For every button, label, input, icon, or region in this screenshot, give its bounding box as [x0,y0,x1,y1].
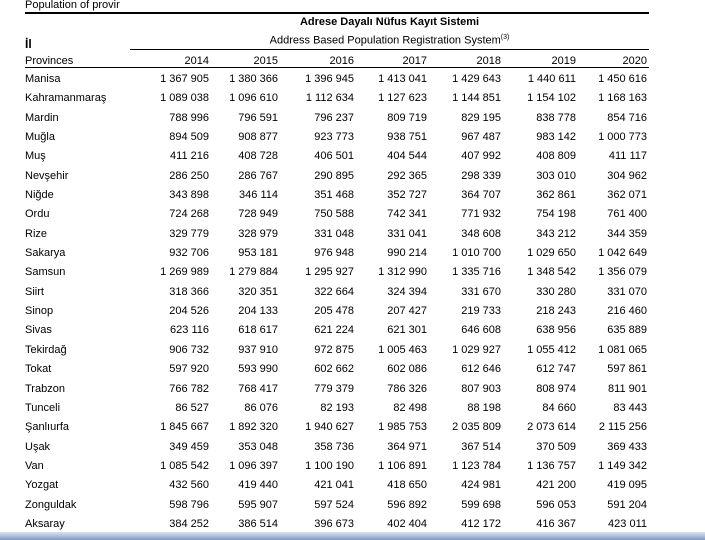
population-cell-2016: 923 773 [314,131,354,144]
population-cell-2017: 331 041 [387,227,427,240]
table-row [25,225,649,244]
population-cell-2020: 1 356 079 [598,266,647,279]
population-cell-2019: 421 200 [536,479,576,492]
population-cell-2020: 761 400 [607,208,647,221]
population-cell-2014: 1 089 038 [160,92,209,105]
population-cell-2015: 1 096 610 [229,92,278,105]
population-cell-2020: 419 095 [607,479,647,492]
population-cell-2017: 1 005 463 [378,343,427,356]
population-cell-2014: 329 779 [169,227,209,240]
population-cell-2019: 1 029 650 [527,247,576,260]
table-row [25,360,649,379]
population-cell-2017: 1 413 041 [378,73,427,85]
population-cell-2020: 423 011 [608,517,647,530]
province-name: Uşak [25,440,51,453]
year-header-2016: 2016 [329,55,354,67]
population-cell-2015: 1 096 397 [229,459,278,472]
population-cell-2020: 331 070 [607,285,647,298]
table-row [25,128,649,147]
population-cell-2018: 88 198 [467,401,501,414]
population-cell-2015: 593 990 [238,363,278,376]
province-name: Yozgat [25,479,59,492]
bottom-bar [0,532,705,540]
province-name: Samsun [25,266,66,279]
population-cell-2017: 990 214 [387,247,427,260]
population-cell-2018: 829 195 [461,111,501,124]
population-cell-2017: 1 312 990 [378,266,427,279]
province-name: Van [25,459,44,472]
population-cell-2015: 768 417 [238,382,278,395]
population-cell-2020: 635 889 [607,324,647,337]
population-cell-2017: 364 971 [387,440,427,453]
population-cell-2014: 432 560 [169,479,209,492]
header-footnote-ref: (3) [500,34,510,41]
population-cell-2016: 621 224 [314,324,354,337]
province-name: Şanlıurfa [25,421,70,434]
year-header-2014: 2014 [184,55,209,67]
province-name: Tunceli [25,401,61,414]
province-name: Sivas [25,324,52,337]
population-cell-2014: 204 526 [169,305,209,318]
population-cell-2014: 86 527 [175,401,209,414]
population-cell-2014: 597 920 [169,363,209,376]
population-cell-2019: 1 136 757 [527,459,576,472]
population-cell-2019: 1 348 542 [527,266,576,279]
header-title-en [130,34,649,47]
table-row [25,496,649,515]
population-cell-2018: 599 698 [461,498,501,511]
population-cell-2014: 932 706 [169,247,209,260]
year-header-2015: 2015 [253,55,278,67]
population-cell-2019: 808 974 [536,382,576,395]
population-cell-2018: 1 029 927 [452,343,501,356]
population-cell-2018: 424 981 [461,479,501,492]
year-header-2017: 2017 [402,55,427,67]
population-cell-2016: 796 237 [314,111,354,124]
table-row [25,399,649,418]
population-cell-2018: 364 707 [461,189,501,202]
population-cell-2015: 353 048 [238,440,278,453]
population-cell-2014: 349 459 [169,440,209,453]
population-cell-2014: 724 268 [169,208,209,221]
table-row [25,70,649,89]
population-cell-2020: 1 081 065 [598,343,647,356]
population-cell-2019: 754 198 [536,208,576,221]
province-name: Tekirdağ [25,343,67,356]
population-cell-2014: 894 509 [169,131,209,144]
population-cell-2015: 1 279 884 [229,266,278,279]
year-header-2020: 2020 [622,55,647,67]
population-cell-2015: 1 380 366 [229,73,278,85]
province-name: Muğla [25,131,55,144]
population-cell-2020: 597 861 [607,363,647,376]
population-cell-2017: 809 719 [387,111,427,124]
population-cell-2015: 386 514 [238,517,278,530]
population-cell-2014: 384 252 [169,517,209,530]
population-cell-2014: 1 367 905 [160,73,209,85]
year-header-2018: 2018 [476,55,501,67]
population-cell-2019: 408 809 [536,150,576,163]
population-cell-2020: 411 117 [608,150,647,163]
population-cell-2017: 786 326 [387,382,427,395]
population-cell-2020: 344 359 [607,227,647,240]
population-cell-2020: 1 000 773 [598,131,647,144]
table-row [25,341,649,360]
population-cell-2018: 298 339 [461,169,501,182]
population-cell-2016: 290 895 [314,169,354,182]
population-cell-2018: 967 487 [461,131,501,144]
province-name: Sinop [25,305,54,318]
year-header-2019: 2019 [551,55,576,67]
province-name: Nevşehir [25,169,69,182]
population-cell-2017: 596 892 [387,498,427,511]
population-cell-2020: 591 204 [607,498,647,511]
population-cell-2015: 320 351 [238,285,278,298]
population-cell-2016: 597 524 [314,498,354,511]
population-cell-2015: 408 728 [238,150,278,163]
population-cell-2016: 1 100 190 [305,459,354,472]
table-row [25,147,649,166]
population-cell-2015: 286 767 [238,169,278,182]
stub-header-tr: İl [25,37,32,51]
population-cell-2018: 1 144 851 [452,92,501,105]
population-cell-2018: 807 903 [461,382,501,395]
population-cell-2019: 612 747 [536,363,576,376]
population-cell-2018: 331 670 [461,285,501,298]
population-cell-2014: 1 085 542 [160,459,209,472]
population-cell-2018: 1 429 643 [452,73,501,85]
population-cell-2018: 1 010 700 [452,247,501,260]
population-cell-2015: 796 591 [238,111,278,124]
header-title-en-text: Address Based Population Registration System [269,34,501,47]
population-cell-2016: 205 478 [314,305,354,318]
population-cell-2017: 404 544 [387,150,427,163]
population-cell-2016: 779 379 [314,382,354,395]
population-cell-2016: 750 588 [314,208,354,221]
data-table [25,70,649,534]
population-cell-2020: 1 042 649 [598,247,647,260]
population-cell-2017: 1 985 753 [378,421,427,434]
population-cell-2015: 328 979 [238,227,278,240]
population-cell-2019: 330 280 [536,285,576,298]
population-cell-2020: 2 115 256 [598,421,647,434]
population-cell-2015: 86 076 [244,401,278,414]
province-name: Tokat [25,363,52,376]
table-row [25,109,649,128]
table-row [25,418,649,437]
population-cell-2017: 352 727 [387,189,427,202]
province-name: Trabzon [25,382,65,395]
table-row [25,89,649,108]
population-cell-2017: 292 365 [387,169,427,182]
population-cell-2016: 1 396 945 [305,73,354,85]
population-cell-2019: 596 053 [536,498,576,511]
population-cell-2017: 82 498 [393,401,427,414]
population-cell-2016: 602 662 [314,363,354,376]
population-cell-2018: 612 646 [461,363,501,376]
population-cell-2020: 362 071 [607,189,647,202]
table-row [25,476,649,495]
population-cell-2020: 369 433 [607,440,647,453]
population-cell-2018: 646 608 [461,324,501,337]
column-header-rule [25,67,649,68]
top-rule [25,12,649,14]
population-cell-2016: 331 048 [314,227,354,240]
population-cell-2017: 1 106 891 [378,459,427,472]
population-cell-2018: 219 733 [461,305,501,318]
population-cell-2016: 1 295 927 [305,266,354,279]
stub-header-en: Provinces [25,55,74,67]
population-cell-2020: 1 149 342 [598,459,647,472]
province-name: Zonguldak [25,498,77,511]
population-cell-2017: 621 301 [387,324,427,337]
header-title-tr: Adrese Dayalı Nüfus Kayıt Sistemi [299,16,480,28]
page-title: Population of provir [25,0,120,11]
population-cell-2020: 854 716 [607,111,647,124]
population-cell-2016: 406 501 [314,150,354,163]
population-cell-2014: 1 269 989 [160,266,209,279]
population-cell-2015: 618 617 [238,324,278,337]
province-name: Siirt [25,285,44,298]
table-row [25,283,649,302]
population-cell-2017: 402 404 [387,517,427,530]
population-cell-2018: 412 172 [461,517,501,530]
population-cell-2018: 1 335 716 [452,266,501,279]
population-cell-2017: 742 341 [387,208,427,221]
province-name: Mardin [25,111,59,124]
population-cell-2014: 766 782 [169,382,209,395]
population-cell-2016: 322 664 [314,285,354,298]
population-cell-2018: 348 608 [461,227,501,240]
population-cell-2014: 1 845 667 [160,421,209,434]
population-cell-2017: 938 751 [387,131,427,144]
population-cell-2015: 728 949 [238,208,278,221]
population-cell-2019: 303 010 [536,169,576,182]
table-row [25,167,649,186]
population-cell-2017: 602 086 [387,363,427,376]
population-cell-2015: 1 892 320 [229,421,278,434]
table-row [25,205,649,224]
province-name: Sakarya [25,247,66,260]
population-cell-2015: 908 877 [238,131,278,144]
population-cell-2019: 2 073 614 [527,421,576,434]
population-cell-2016: 421 041 [314,479,354,492]
population-cell-2020: 216 460 [607,305,647,318]
population-cell-2019: 343 212 [536,227,576,240]
province-name: Ordu [25,208,50,221]
header-rule [130,49,649,50]
population-cell-2015: 419 440 [238,479,278,492]
population-cell-2016: 351 468 [314,189,354,202]
population-cell-2019: 1 440 611 [527,73,576,85]
population-cell-2016: 396 673 [314,517,354,530]
population-cell-2019: 84 660 [542,401,576,414]
population-cell-2017: 1 127 623 [378,92,427,105]
population-cell-2020: 83 443 [613,401,647,414]
population-cell-2018: 771 932 [461,208,501,221]
population-cell-2020: 811 901 [608,382,647,395]
table-row [25,380,649,399]
population-cell-2014: 411 216 [170,150,209,163]
population-cell-2015: 204 133 [238,305,278,318]
population-cell-2019: 370 509 [536,440,576,453]
population-cell-2019: 838 778 [536,111,576,124]
population-cell-2019: 218 243 [536,305,576,318]
table-row [25,263,649,282]
population-cell-2015: 937 910 [238,343,278,356]
table-row [25,302,649,321]
population-cell-2018: 1 123 784 [452,459,501,472]
population-cell-2020: 1 450 616 [598,73,647,85]
province-name: Muş [25,150,46,163]
population-cell-2014: 286 250 [169,169,209,182]
population-cell-2014: 906 732 [169,343,209,356]
population-cell-2017: 207 427 [387,305,427,318]
population-cell-2016: 976 948 [314,247,354,260]
population-cell-2016: 82 193 [320,401,354,414]
table-row [25,186,649,205]
population-cell-2016: 972 875 [314,343,354,356]
population-cell-2017: 324 394 [387,285,427,298]
population-cell-2019: 638 956 [536,324,576,337]
population-cell-2018: 407 992 [461,150,501,163]
population-cell-2020: 304 962 [607,169,647,182]
population-cell-2019: 362 861 [536,189,576,202]
province-name: Kahramanmaraş [25,92,107,105]
population-cell-2016: 1 112 634 [305,92,354,105]
population-cell-2014: 318 366 [169,285,209,298]
population-cell-2018: 2 035 809 [452,421,501,434]
population-cell-2017: 418 650 [387,479,427,492]
province-name: Niğde [25,189,54,202]
population-cell-2014: 598 796 [169,498,209,511]
population-cell-2019: 1 154 102 [527,92,576,105]
population-cell-2020: 1 168 163 [598,92,647,105]
province-name: Rize [25,227,48,240]
province-name: Manisa [25,73,61,85]
population-cell-2019: 983 142 [536,131,576,144]
province-name: Aksaray [25,517,65,530]
population-cell-2019: 416 367 [536,517,576,530]
population-cell-2015: 346 114 [239,189,278,202]
population-cell-2014: 788 996 [169,111,209,124]
population-cell-2019: 1 055 412 [527,343,576,356]
population-cell-2015: 953 181 [238,247,278,260]
table-row [25,457,649,476]
population-cell-2014: 343 898 [169,189,209,202]
population-cell-2015: 595 907 [238,498,278,511]
table-row [25,438,649,457]
population-cell-2016: 358 736 [314,440,354,453]
table-row [25,244,649,263]
population-cell-2018: 367 514 [461,440,501,453]
table-row [25,321,649,340]
population-cell-2014: 623 116 [170,324,209,337]
population-cell-2016: 1 940 627 [305,421,354,434]
